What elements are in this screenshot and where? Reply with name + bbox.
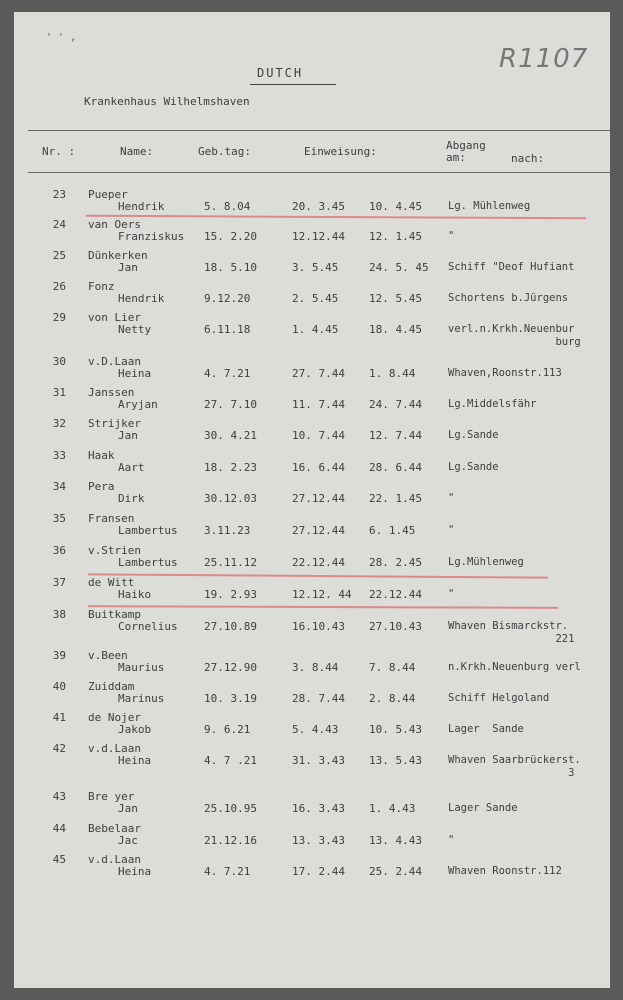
- cell-surname: v.d.Laan: [88, 853, 141, 866]
- corner-marks: ' ' ,: [46, 32, 77, 43]
- cell-geb: 30. 4.21: [204, 429, 257, 442]
- cell-ein: 3. 5.45: [292, 261, 339, 274]
- cell-given: Haiko: [118, 588, 152, 601]
- cell-am: 10. 4.45: [369, 200, 422, 213]
- cell-nach: ": [448, 230, 455, 242]
- cell-geb: 4. 7.21: [204, 367, 251, 380]
- cell-nach: verl.n.Krkh.Neuenbur burg: [448, 323, 581, 348]
- cell-am: 12. 7.44: [369, 429, 422, 442]
- cell-surname: v.Been: [88, 649, 128, 662]
- cell-geb: 27.12.90: [204, 661, 257, 674]
- cell-nach: ": [448, 588, 455, 600]
- cell-am: 1. 4.43: [369, 802, 416, 815]
- cell-nach: Lg. Mühlenweg: [448, 200, 531, 212]
- cell-surname: Janssen: [88, 386, 135, 399]
- cell-geb: 3.11.23: [204, 524, 251, 537]
- cell-given: Jan: [118, 261, 138, 274]
- cell-ein: 27. 7.44: [292, 367, 345, 380]
- cell-nach: Schortens b.Jürgens: [448, 292, 569, 304]
- cell-given: Jac: [118, 834, 138, 847]
- cell-given: Jan: [118, 429, 138, 442]
- header-abgang-am: Abgang am:: [446, 139, 486, 164]
- cell-ein: 12.12.44: [292, 230, 345, 243]
- header-bottom-rule: [28, 172, 610, 173]
- cell-surname: Haak: [88, 449, 115, 462]
- cell-given: Aart: [118, 461, 145, 474]
- cell-given: Lambertus: [118, 524, 178, 537]
- cell-nr: 31: [52, 386, 66, 399]
- cell-nr: 40: [52, 680, 66, 693]
- header-name: Name:: [120, 145, 154, 158]
- cell-ein: 16. 6.44: [292, 461, 345, 474]
- handwritten-reference: R1107: [499, 44, 589, 74]
- cell-given: Maurius: [118, 661, 165, 674]
- header-einweisung: Einweisung:: [304, 145, 377, 158]
- document-page: [14, 12, 610, 988]
- cell-nach: ": [448, 524, 455, 536]
- cell-am: 18. 4.45: [369, 323, 422, 336]
- cell-nach: n.Krkh.Neuenburg verl: [448, 661, 581, 673]
- cell-given: Lambertus: [118, 556, 178, 569]
- cell-given: Hendrik: [118, 292, 165, 305]
- red-underline: [88, 573, 548, 578]
- cell-nach: Whaven Bismarckstr. 221: [448, 620, 575, 645]
- cell-given: Jakob: [118, 723, 152, 736]
- cell-geb: 9. 6.21: [204, 723, 251, 736]
- cell-ein: 27.12.44: [292, 524, 345, 537]
- cell-surname: v.Strien: [88, 544, 141, 557]
- cell-ein: 16.10.43: [292, 620, 345, 633]
- header-top-rule: [28, 130, 610, 131]
- cell-nach: Lg.Sande: [448, 461, 499, 473]
- cell-ein: 17. 2.44: [292, 865, 345, 878]
- cell-nach: Schiff "Deof Hufiant: [448, 261, 575, 273]
- cell-geb: 4. 7 .21: [204, 754, 257, 767]
- cell-surname: de Witt: [88, 576, 135, 589]
- cell-geb: 15. 2.20: [204, 230, 257, 243]
- cell-ein: 27.12.44: [292, 492, 345, 505]
- cell-geb: 25.10.95: [204, 802, 257, 815]
- cell-am: 12. 1.45: [369, 230, 422, 243]
- red-underline: [88, 605, 558, 609]
- cell-nr: 44: [52, 822, 66, 835]
- cell-ein: 3. 8.44: [292, 661, 339, 674]
- hospital-name: Krankenhaus Wilhelmshaven: [84, 95, 250, 108]
- document-title: DUTCH: [257, 66, 304, 80]
- cell-am: 10. 5.43: [369, 723, 422, 736]
- cell-nr: 26: [52, 280, 66, 293]
- cell-surname: Fonz: [88, 280, 115, 293]
- cell-am: 12. 5.45: [369, 292, 422, 305]
- cell-am: 6. 1.45: [369, 524, 416, 537]
- cell-nr: 45: [52, 853, 66, 866]
- cell-geb: 27. 7.10: [204, 398, 257, 411]
- cell-ein: 10. 7.44: [292, 429, 345, 442]
- cell-am: 13. 4.43: [369, 834, 422, 847]
- cell-ein: 12.12. 44: [292, 588, 352, 601]
- cell-nach: ": [448, 834, 455, 846]
- cell-given: Jan: [118, 802, 138, 815]
- cell-ein: 2. 5.45: [292, 292, 339, 305]
- cell-nach: Lg.Mühlenweg: [448, 556, 524, 568]
- cell-nr: 42: [52, 742, 66, 755]
- cell-ein: 28. 7.44: [292, 692, 345, 705]
- cell-nr: 34: [52, 480, 66, 493]
- cell-am: 28. 2.45: [369, 556, 422, 569]
- header-nr: Nr. :: [42, 145, 76, 158]
- cell-geb: 25.11.12: [204, 556, 257, 569]
- cell-nr: 29: [52, 311, 66, 324]
- cell-nach: Lg.Middelsfähr: [448, 398, 537, 410]
- cell-ein: 20. 3.45: [292, 200, 345, 213]
- cell-ein: 1. 4.45: [292, 323, 339, 336]
- cell-geb: 6.11.18: [204, 323, 251, 336]
- red-underline: [86, 215, 586, 220]
- cell-nr: 25: [52, 249, 66, 262]
- title-underline: [250, 84, 336, 85]
- cell-geb: 9.12.20: [204, 292, 251, 305]
- cell-nr: 38: [52, 608, 66, 621]
- header-nach: nach:: [511, 152, 545, 165]
- cell-surname: Bre yer: [88, 790, 135, 803]
- cell-ein: 22.12.44: [292, 556, 345, 569]
- cell-ein: 5. 4.43: [292, 723, 339, 736]
- cell-am: 7. 8.44: [369, 661, 416, 674]
- cell-given: Netty: [118, 323, 152, 336]
- cell-nach: Schiff Helgoland: [448, 692, 550, 704]
- cell-surname: Buitkamp: [88, 608, 141, 621]
- cell-nach: Whaven Roonstr.112: [448, 865, 562, 877]
- cell-ein: 13. 3.43: [292, 834, 345, 847]
- cell-nr: 33: [52, 449, 66, 462]
- cell-nach: Lager Sande: [448, 723, 524, 735]
- cell-nr: 24: [52, 218, 66, 231]
- cell-am: 27.10.43: [369, 620, 422, 633]
- cell-given: Hendrik: [118, 200, 165, 213]
- cell-nr: 36: [52, 544, 66, 557]
- cell-given: Aryjan: [118, 398, 158, 411]
- header-geb: Geb.tag:: [198, 145, 251, 158]
- cell-am: 1. 8.44: [369, 367, 416, 380]
- cell-given: Dirk: [118, 492, 145, 505]
- cell-nr: 37: [52, 576, 66, 589]
- cell-given: Heina: [118, 367, 152, 380]
- cell-surname: Zuiddam: [88, 680, 135, 693]
- cell-geb: 30.12.03: [204, 492, 257, 505]
- cell-geb: 18. 2.23: [204, 461, 257, 474]
- cell-geb: 27.10.89: [204, 620, 257, 633]
- cell-surname: Pueper: [88, 188, 128, 201]
- cell-surname: von Lier: [88, 311, 141, 324]
- cell-ein: 11. 7.44: [292, 398, 345, 411]
- cell-given: Heina: [118, 865, 152, 878]
- cell-am: 22.12.44: [369, 588, 422, 601]
- cell-am: 24. 7.44: [369, 398, 422, 411]
- cell-nr: 30: [52, 355, 66, 368]
- cell-ein: 16. 3.43: [292, 802, 345, 815]
- cell-surname: Pera: [88, 480, 115, 493]
- cell-surname: Strijker: [88, 417, 141, 430]
- cell-nr: 35: [52, 512, 66, 525]
- cell-am: 28. 6.44: [369, 461, 422, 474]
- cell-nach: ": [448, 492, 455, 504]
- cell-surname: de Nojer: [88, 711, 141, 724]
- cell-ein: 31. 3.43: [292, 754, 345, 767]
- cell-am: 25. 2.44: [369, 865, 422, 878]
- cell-am: 2. 8.44: [369, 692, 416, 705]
- cell-geb: 19. 2.93: [204, 588, 257, 601]
- cell-surname: Bebelaar: [88, 822, 141, 835]
- cell-nach: Whaven Saarbrückerst. 3: [448, 754, 581, 779]
- cell-geb: 18. 5.10: [204, 261, 257, 274]
- cell-geb: 10. 3.19: [204, 692, 257, 705]
- cell-nr: 41: [52, 711, 66, 724]
- cell-given: Marinus: [118, 692, 165, 705]
- cell-am: 24. 5. 45: [369, 261, 429, 274]
- cell-surname: v.d.Laan: [88, 742, 141, 755]
- cell-given: Franziskus: [118, 230, 185, 243]
- cell-surname: van Oers: [88, 218, 141, 231]
- cell-nach: Whaven,Roonstr.113: [448, 367, 562, 379]
- cell-nr: 43: [52, 790, 66, 803]
- cell-given: Heina: [118, 754, 152, 767]
- cell-geb: 4. 7.21: [204, 865, 251, 878]
- cell-nach: Lg.Sande: [448, 429, 499, 441]
- cell-nr: 23: [52, 188, 66, 201]
- cell-nach: Lager Sande: [448, 802, 518, 814]
- cell-nr: 39: [52, 649, 66, 662]
- cell-surname: Dünkerken: [88, 249, 148, 262]
- cell-am: 13. 5.43: [369, 754, 422, 767]
- cell-nr: 32: [52, 417, 66, 430]
- cell-geb: 5. 8.04: [204, 200, 251, 213]
- cell-given: Cornelius: [118, 620, 178, 633]
- cell-surname: Fransen: [88, 512, 135, 525]
- cell-am: 22. 1.45: [369, 492, 422, 505]
- cell-geb: 21.12.16: [204, 834, 257, 847]
- cell-surname: v.D.Laan: [88, 355, 141, 368]
